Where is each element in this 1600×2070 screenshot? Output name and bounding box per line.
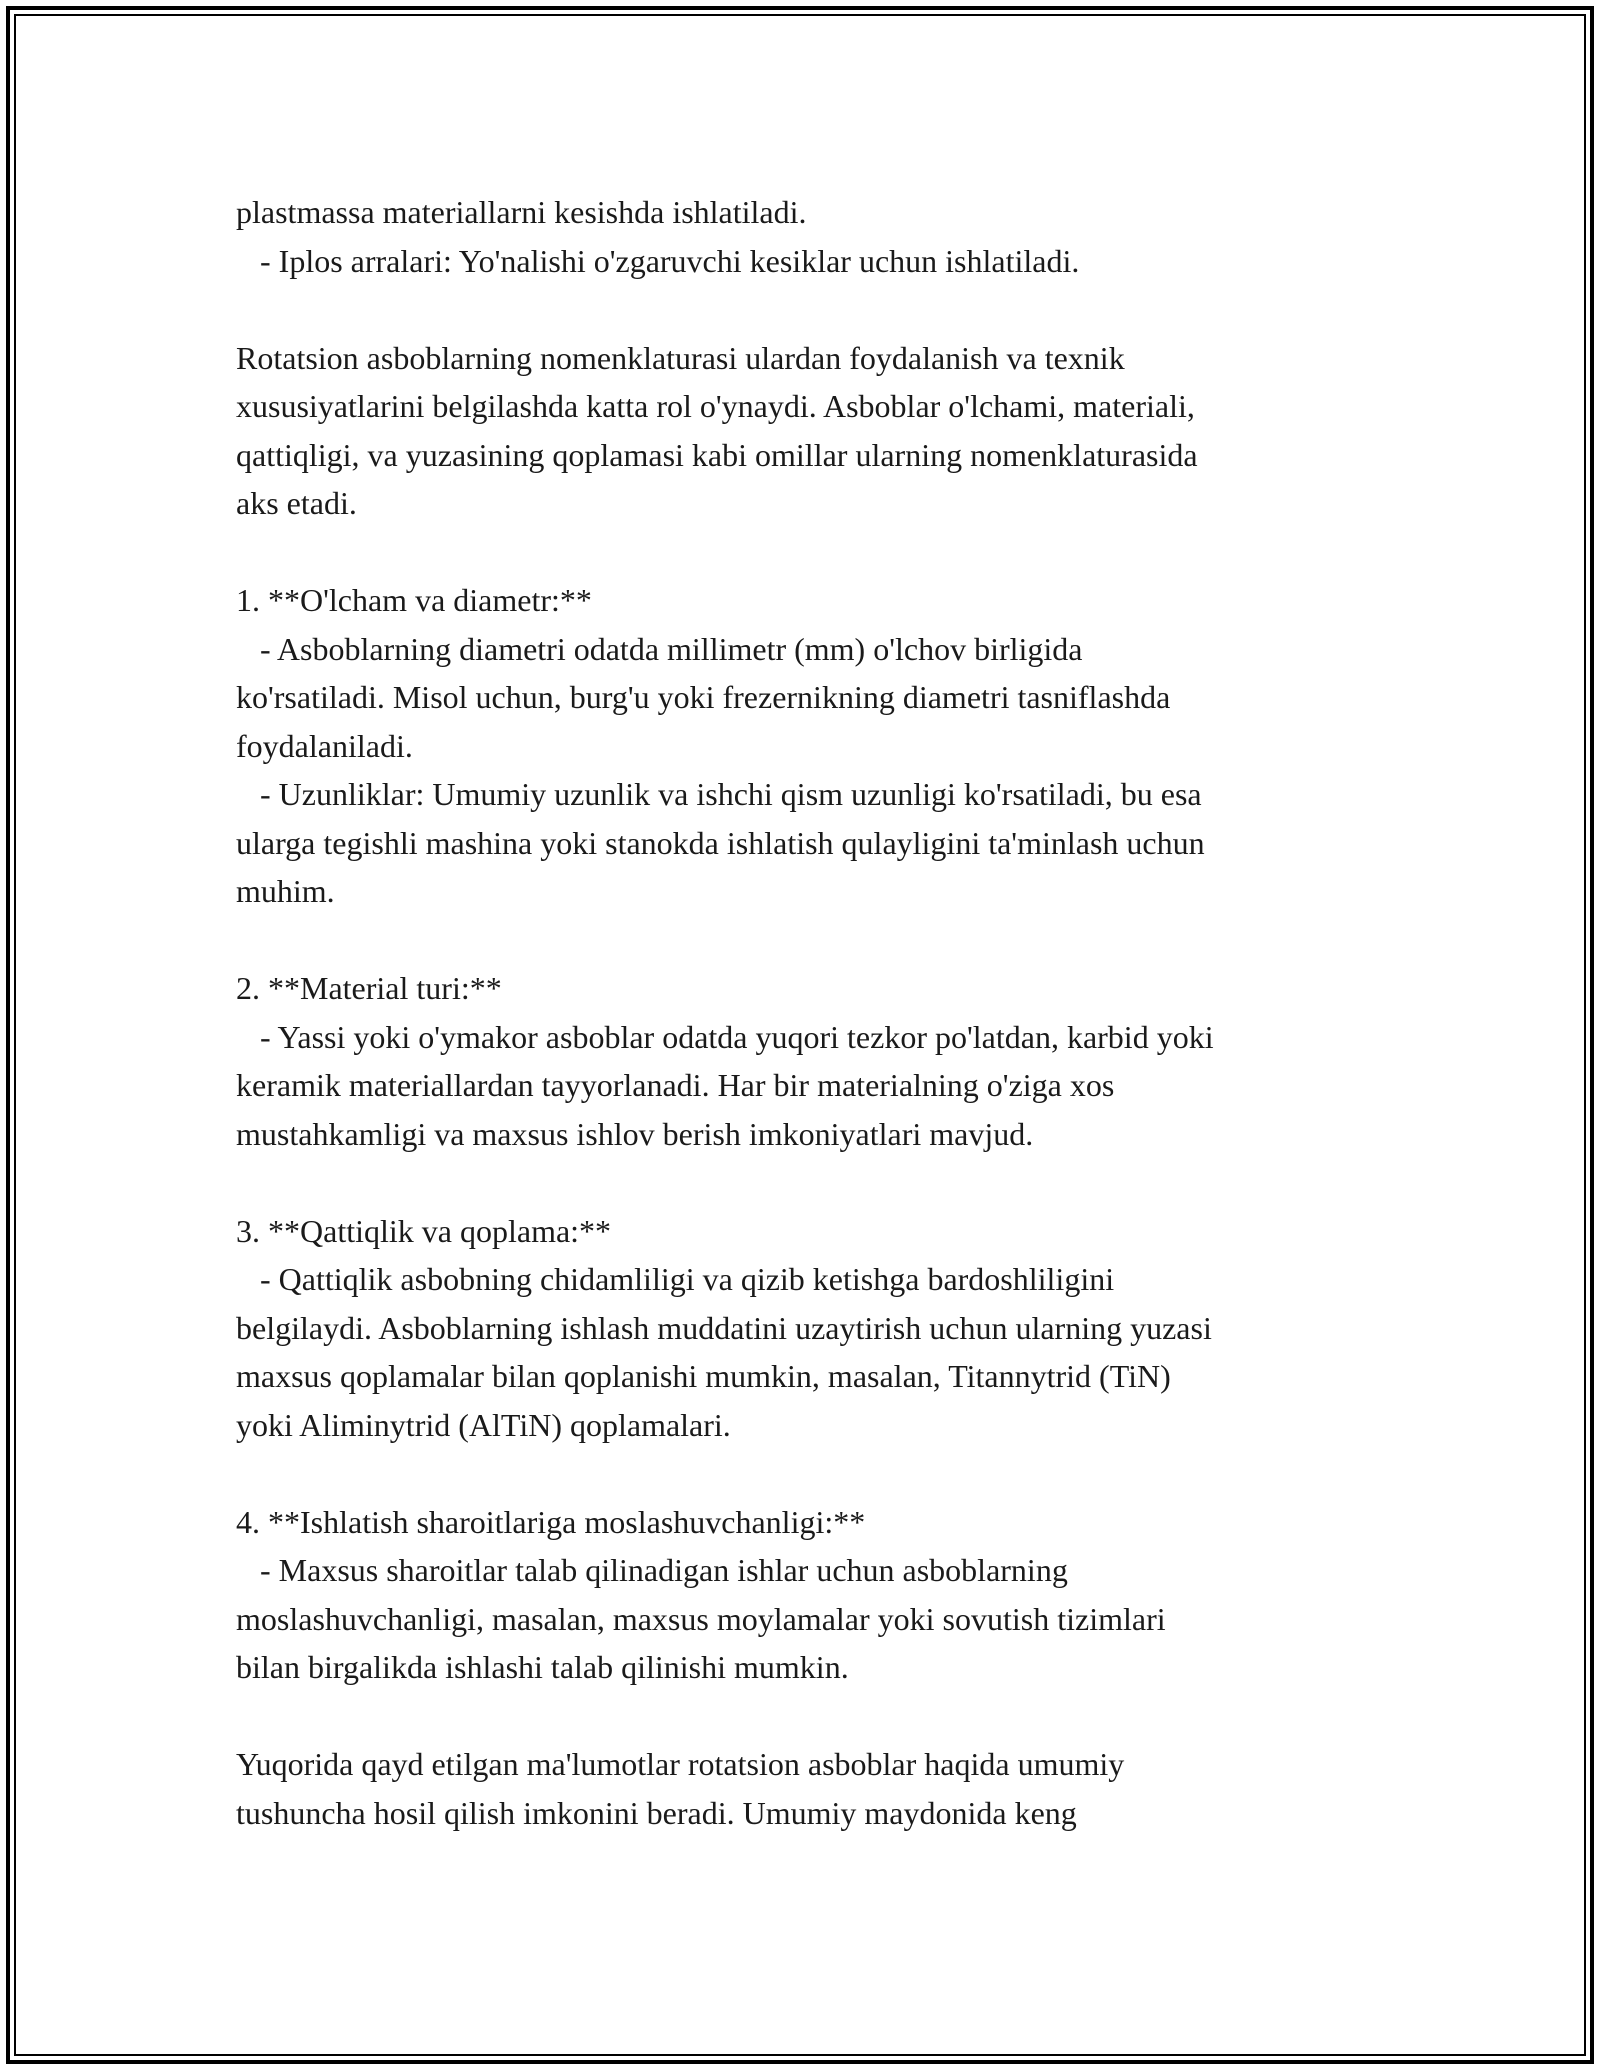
text-line: Rotatsion asboblarning nomenklaturasi ulardan foydalanish va texnik [236, 339, 1125, 376]
section-heading-1: 1. **O'lcham va diametr:** [236, 582, 592, 618]
blank-line [236, 1692, 1396, 1741]
section-heading-4: 4. **Ishlatish sharoitlariga moslashuvchanligi:** [236, 1503, 866, 1540]
text-line: foydalaniladi. [236, 727, 413, 764]
text-line: - Maxsus sharoitlar talab qilinadigan ishlar uchun asboblarning [236, 1552, 1068, 1588]
section-heading-2: 2. **Material turi:** [236, 970, 502, 1006]
text-line: ularga tegishli mashina yoki stanokda ishlatish qulayligini ta'minlash uchun [236, 824, 1205, 861]
text-line: belgilaydi. Asboblarning ishlash muddatini uzaytirish uchun ularning yuzasi [236, 1309, 1212, 1346]
text-line: aks etadi. [236, 485, 357, 521]
text-line: - Qattiqlik asbobning chidamliligi va qizib ketishga bardoshliligini [236, 1261, 1115, 1297]
text-line: bilan birgalikda ishlashi talab qilinishi mumkin. [236, 1649, 849, 1685]
text-line: mustahkamligi va maxsus ishlov berish imkoniyatlari mavjud. [236, 1115, 1034, 1152]
text-line: keramik materiallardan tayyorlanadi. Har bir materialning o'ziga xos [236, 1067, 1115, 1103]
text-line: - Iplos arralari: Yo'nalishi o'zgaruvchi kesiklar uchun ishlatiladi. [236, 242, 1080, 279]
text-line: tushuncha hosil qilish imkonini beradi. Umumiy maydonida keng [236, 1794, 1077, 1831]
blank-line [236, 1449, 1396, 1498]
document-body [236, 188, 1396, 1837]
text-line: - Asboblarning diametri odatda millimetr (mm) o'lchov birligida [236, 630, 1083, 667]
text-line: yoki Aliminytrid (AlTiN) qoplamalari. [236, 1406, 731, 1443]
blank-line [236, 1158, 1396, 1207]
text-line: ko'rsatiladi. Misol uchun, burg'u yoki frezernikning diametri tasniflashda [236, 679, 1171, 715]
text-line: maxsus qoplamalar bilan qoplanishi mumkin, masalan, Titannytrid (TiN) [236, 1358, 1171, 1394]
text-line: qattiqligi, va yuzasining qoplamasi kabi omillar ularning nomenklaturasida [236, 436, 1198, 473]
blank-line [236, 528, 1396, 577]
text-line: - Uzunliklar: Umumiy uzunlik va ishchi qism uzunligi ko'rsatiladi, bu esa [236, 776, 1202, 812]
text-line: - Yassi yoki o'ymakor asboblar odatda yuqori tezkor po'latdan, karbid yoki [236, 1018, 1214, 1055]
blank-line [236, 285, 1396, 334]
text-line: xususiyatlarini belgilashda katta rol o'ynaydi. Asboblar o'lchami, materiali, [236, 388, 1195, 424]
blank-line [236, 916, 1396, 965]
text-line: Yuqorida qayd etilgan ma'lumotlar rotatsion asboblar haqida umumiy [236, 1746, 1125, 1782]
text-line: muhim. [236, 873, 335, 909]
section-heading-3: 3. **Qattiqlik va qoplama:** [236, 1212, 612, 1249]
text-line: moslashuvchanligi, masalan, maxsus moylamalar yoki sovutish tizimlari [236, 1600, 1166, 1637]
text-line: plastmassa materiallarni kesishda ishlatiladi. [236, 194, 807, 230]
